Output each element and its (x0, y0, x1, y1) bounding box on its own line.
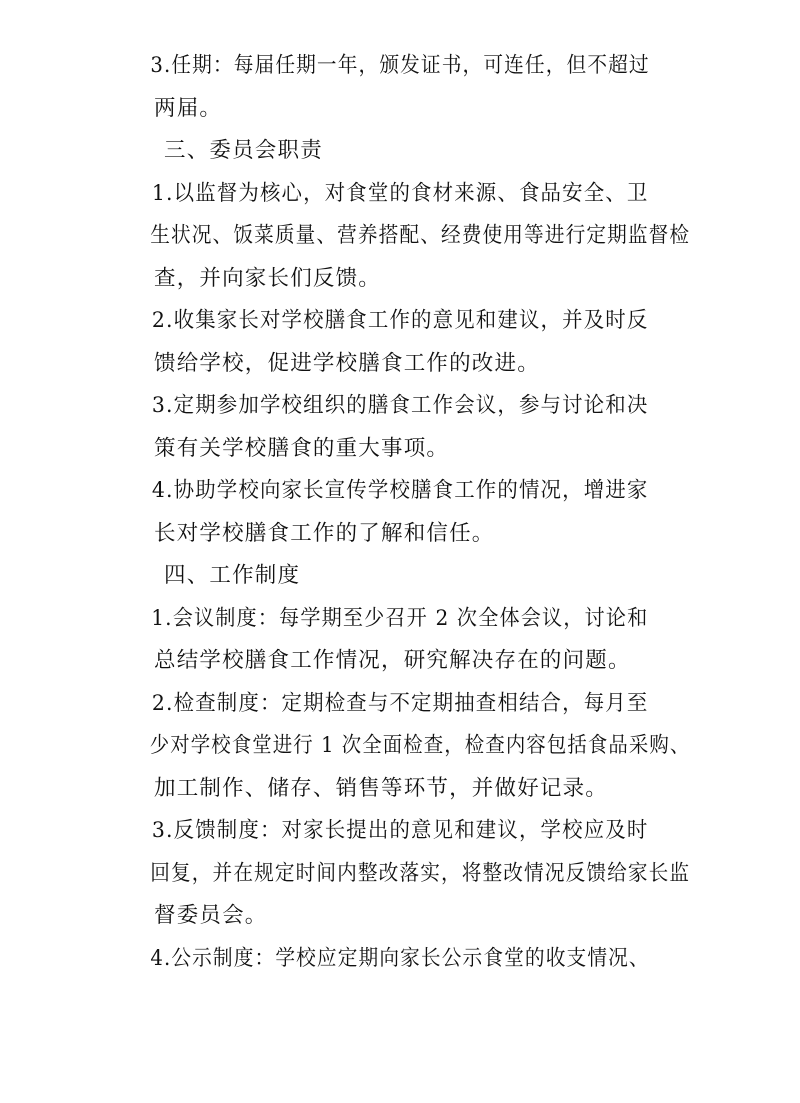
text-line: 1.以监督为核心，对食堂的食材来源、食品安全、卫 (151, 180, 649, 206)
text-line: 少对学校食堂进行 1 次全面检查，检查内容包括食品采购、 (149, 733, 691, 758)
paragraph-term (110, 45, 690, 130)
paragraph-duty-1 (110, 173, 690, 301)
paragraph-rule-3 (110, 810, 690, 938)
section-heading-rules: 四、工作制度 (164, 563, 301, 588)
paragraph-duty-4 (110, 470, 690, 555)
text-line: 馈给学校，促进学校膳食工作的改进。 (154, 350, 540, 376)
text-line: 加工制作、储存、销售等环节，并做好记录。 (154, 775, 609, 801)
text-line: 2.检查制度：定期检查与不定期抽查相结合，每月至 (151, 690, 649, 716)
paragraph-duty-2 (110, 300, 690, 385)
text-line: 1.会议制度：每学期至少召开 2 次全体会议，讨论和 (151, 605, 649, 631)
text-line: 总结学校膳食工作情况，研究解决存在的问题。 (154, 648, 631, 673)
text-line: 长对学校膳食工作的了解和信任。 (154, 520, 495, 546)
text-line: 4.协助学校向家长宣传学校膳食工作的情况，增进家 (151, 478, 649, 503)
text-line: 督委员会。 (154, 903, 268, 928)
text-line: 3.定期参加学校组织的膳食工作会议，参与讨论和决 (151, 393, 649, 418)
text-line: 生状况、饭菜质量、营养搭配、经费使用等进行定期监督检 (150, 223, 691, 248)
paragraph-duty-3 (110, 385, 690, 470)
section-heading-duties: 三、委员会职责 (164, 138, 323, 163)
text-line: 策有关学校膳食的重大事项。 (154, 435, 450, 461)
text-line: 3.反馈制度：对家长提出的意见和建议，学校应及时 (151, 818, 649, 843)
text-line: 4.公示制度：学校应定期向家长公示食堂的收支情况、 (150, 945, 650, 971)
text-line: 查，并向家长们反馈。 (154, 265, 382, 291)
document-body (110, 45, 690, 980)
text-line: 2.收集家长对学校膳食工作的意见和建议，并及时反 (151, 308, 649, 333)
paragraph-rule-4 (110, 938, 690, 981)
paragraph-rule-2 (110, 683, 690, 811)
text-line: 回复，并在规定时间内整改落实，将整改情况反馈给家长监 (150, 860, 691, 886)
text-line: 两届。 (154, 95, 223, 121)
text-line: 3.任期：每届任期一年，颁发证书，可连任，但不超过 (150, 53, 650, 78)
paragraph-rule-1 (110, 598, 690, 683)
